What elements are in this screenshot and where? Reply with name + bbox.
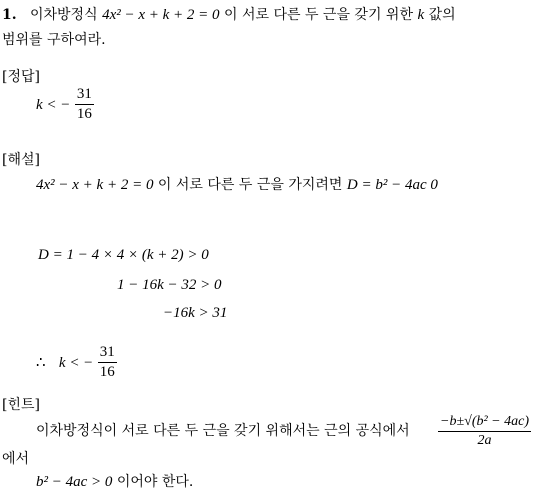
solution-step-3: −16k > 31 [163, 305, 228, 321]
answer-numerator: 31 [75, 86, 94, 105]
solution-step-2: 1 − 16k − 32 > 0 [117, 277, 222, 293]
solution-equation: 4x² − x + k + 2 = 0 [36, 177, 154, 193]
answer-denominator: 16 [76, 106, 92, 123]
solution-final-fraction [98, 344, 117, 382]
answer-expression [36, 86, 94, 124]
hint-label: [힌트] [2, 397, 40, 413]
problem-line-1 [2, 8, 456, 23]
solution-condition: D = b² − 4ac 0 [346, 177, 438, 193]
quadratic-formula-fraction [438, 414, 531, 449]
solution-final-denominator: 16 [99, 364, 115, 381]
problem-text-before: 이차방정식 [29, 7, 98, 23]
answer-lhs: k < − [36, 96, 71, 113]
problem-number: 1. [2, 7, 17, 23]
quadratic-formula-numerator: −b±√(b² − 4ac) [438, 414, 531, 432]
hint-tail: 이어야 한다. [116, 474, 194, 490]
problem-var-k: k [417, 7, 425, 23]
hint-line-3 [36, 475, 193, 490]
problem-line-2: 범위를 구하여라. [2, 32, 106, 48]
problem-text-end: 값의 [428, 7, 456, 23]
solution-line-1 [36, 178, 438, 193]
solution-final-numerator: 31 [98, 344, 117, 363]
answer-label: [정답] [2, 69, 40, 85]
answer-fraction [75, 86, 94, 124]
solution-text: 이 서로 다른 두 근을 가지려면 [157, 177, 343, 193]
solution-label: [해설] [2, 152, 40, 168]
hint-line-1: 이차방정식이 서로 다른 두 근을 갖기 위해서는 근의 공식에서 [36, 423, 410, 439]
solution-step-1: D = 1 − 4 × 4 × (k + 2) > 0 [38, 247, 209, 263]
solution-final [36, 344, 117, 382]
hint-line-2: 에서 [2, 451, 30, 467]
problem-equation: 4x² − x + k + 2 = 0 [102, 7, 220, 23]
quadratic-formula-denominator: 2a [477, 433, 492, 449]
therefore-symbol: ∴ [36, 354, 46, 371]
problem-text-after: 이 서로 다른 두 근을 갖기 위한 [223, 7, 413, 23]
hint-condition: b² − 4ac > 0 [36, 474, 113, 490]
quadratic-formula [438, 414, 531, 449]
solution-final-lhs: k < − [58, 354, 94, 371]
